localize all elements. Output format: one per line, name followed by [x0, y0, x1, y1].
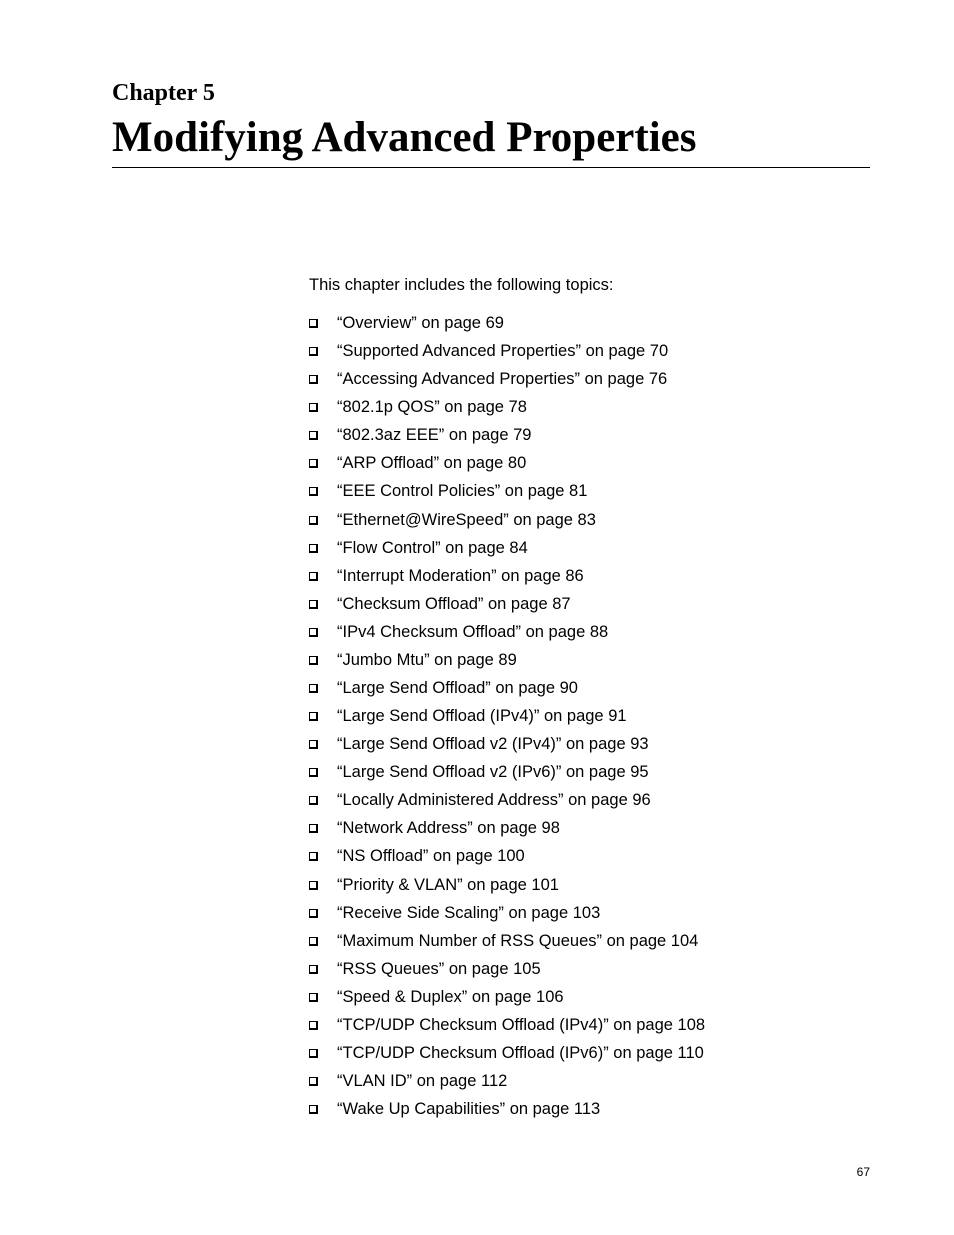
topic-list-item [309, 845, 705, 873]
title-divider [112, 167, 870, 168]
topic-link[interactable]: “TCP/UDP Checksum Offload (IPv4)” on page 108 [337, 1015, 706, 1034]
topic-list-item [309, 958, 705, 986]
checkbox-bullet-icon [309, 993, 318, 1002]
topic-list-item [309, 902, 705, 930]
topic-list-item [309, 1042, 705, 1070]
topic-link[interactable]: “Supported Advanced Properties” on page 70 [337, 342, 669, 361]
checkbox-bullet-icon [309, 1105, 318, 1114]
topic-list-item [309, 817, 705, 845]
checkbox-bullet-icon [309, 628, 318, 637]
topic-link[interactable]: “Speed & Duplex” on page 106 [337, 987, 564, 1006]
checkbox-bullet-icon [309, 684, 318, 693]
checkbox-bullet-icon [309, 319, 318, 328]
topic-list-item [309, 649, 705, 677]
topic-list-item [309, 396, 705, 424]
topic-link[interactable]: “Receive Side Scaling” on page 103 [337, 903, 601, 922]
topic-list-item [309, 340, 705, 368]
topic-link[interactable]: “Overview” on page 69 [337, 314, 504, 332]
topic-list-item [309, 368, 705, 396]
topic-list-item [309, 986, 705, 1014]
topic-link[interactable]: “ARP Offload” on page 80 [337, 454, 527, 473]
topic-list-item [309, 593, 705, 621]
checkbox-bullet-icon [309, 431, 318, 440]
topic-link[interactable]: “TCP/UDP Checksum Offload (IPv6)” on page 110 [337, 1044, 704, 1063]
topic-link[interactable]: “Large Send Offload (IPv4)” on page 91 [337, 707, 627, 726]
topic-list-item [309, 537, 705, 565]
topic-list-item [309, 705, 705, 733]
topic-link[interactable]: “Large Send Offload v2 (IPv4)” on page 93 [337, 735, 649, 754]
topic-link[interactable]: “Wake Up Capabilities” on page 113 [337, 1100, 601, 1119]
topic-list-item [309, 1070, 705, 1098]
topic-link[interactable]: “EEE Control Policies” on page 81 [337, 482, 588, 501]
topic-link[interactable]: “VLAN ID” on page 112 [337, 1072, 508, 1091]
topic-link[interactable]: “IPv4 Checksum Offload” on page 88 [337, 622, 609, 641]
checkbox-bullet-icon [309, 656, 318, 665]
topic-list-item [309, 312, 705, 340]
topic-list-item [309, 677, 705, 705]
checkbox-bullet-icon [309, 516, 318, 525]
topic-link[interactable]: “Checksum Offload” on page 87 [337, 594, 571, 613]
checkbox-bullet-icon [309, 403, 318, 412]
chapter-label: Chapter 5 [112, 80, 215, 106]
topic-link[interactable]: “Flow Control” on page 84 [337, 538, 528, 557]
checkbox-bullet-icon [309, 937, 318, 946]
checkbox-bullet-icon [309, 459, 318, 468]
topic-list-item [309, 930, 705, 958]
checkbox-bullet-icon [309, 740, 318, 749]
chapter-title: Modifying Advanced Properties [112, 114, 697, 161]
intro-text: This chapter includes the following topics: [309, 276, 614, 294]
checkbox-bullet-icon [309, 881, 318, 890]
topic-link[interactable]: “Large Send Offload v2 (IPv6)” on page 95 [337, 763, 649, 782]
checkbox-bullet-icon [309, 712, 318, 721]
checkbox-bullet-icon [309, 1077, 318, 1086]
topic-list-item [309, 874, 705, 902]
topic-link[interactable]: “Interrupt Moderation” on page 86 [337, 566, 584, 585]
topic-link[interactable]: “Network Address” on page 98 [337, 819, 560, 838]
checkbox-bullet-icon [309, 965, 318, 974]
topic-link[interactable]: “Ethernet@WireSpeed” on page 83 [337, 510, 596, 529]
topic-list-item [309, 565, 705, 593]
topic-link[interactable]: “NS Offload” on page 100 [337, 847, 525, 866]
topic-link[interactable]: “Priority & VLAN” on page 101 [337, 875, 559, 894]
topic-list-item [309, 509, 705, 537]
checkbox-bullet-icon [309, 544, 318, 553]
topic-link[interactable]: “Maximum Number of RSS Queues” on page 104 [337, 931, 699, 950]
checkbox-bullet-icon [309, 487, 318, 496]
checkbox-bullet-icon [309, 1049, 318, 1058]
topic-link[interactable]: “Accessing Advanced Properties” on page 76 [337, 370, 668, 389]
checkbox-bullet-icon [309, 347, 318, 356]
checkbox-bullet-icon [309, 909, 318, 918]
checkbox-bullet-icon [309, 572, 318, 581]
topic-list-item [309, 789, 705, 817]
topic-link[interactable]: “RSS Queues” on page 105 [337, 959, 541, 978]
checkbox-bullet-icon [309, 375, 318, 384]
topic-list-item [309, 1014, 705, 1042]
topic-list-item [309, 621, 705, 649]
topic-list-item [309, 1098, 705, 1126]
topic-list-item [309, 480, 705, 508]
checkbox-bullet-icon [309, 600, 318, 609]
topic-link[interactable]: “Jumbo Mtu” on page 89 [337, 650, 517, 669]
checkbox-bullet-icon [309, 768, 318, 777]
topic-list-item [309, 452, 705, 480]
topic-link[interactable]: “802.1p QOS” on page 78 [337, 398, 527, 417]
topic-list-item [309, 761, 705, 789]
topic-link[interactable]: “802.3az EEE” on page 79 [337, 426, 532, 445]
topic-link[interactable]: “Large Send Offload” on page 90 [337, 679, 578, 698]
checkbox-bullet-icon [309, 824, 318, 833]
topic-list-item [309, 424, 705, 452]
topic-list-item [309, 733, 705, 761]
page-number: 67 [856, 1165, 870, 1179]
checkbox-bullet-icon [309, 1021, 318, 1030]
checkbox-bullet-icon [309, 796, 318, 805]
topic-list [309, 312, 705, 1126]
checkbox-bullet-icon [309, 852, 318, 861]
topic-link[interactable]: “Locally Administered Address” on page 96 [337, 791, 651, 810]
